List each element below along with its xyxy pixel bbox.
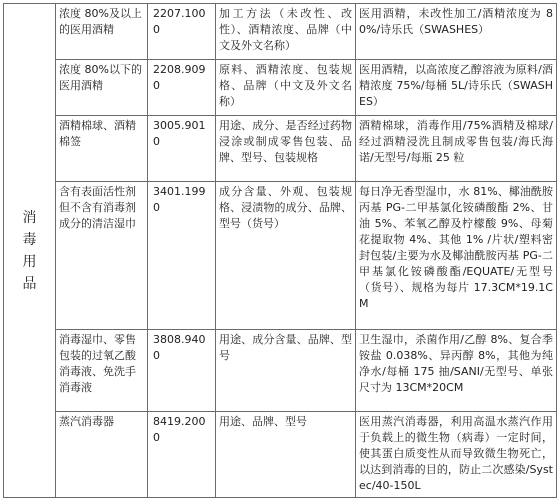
declaration-elements: 用途、品牌、型号: [216, 412, 356, 498]
declaration-example: 医用酒精，以高浓度乙醇溶液为原料/酒精浓度 75%/每桶 5L/诗乐氏（SWASHES）: [356, 60, 557, 116]
table-row: [4, 182, 557, 330]
declaration-elements: 加工方法（未改性、改性）、酒精浓度、品牌（中文及外文名称）: [216, 4, 356, 60]
table-row: [4, 60, 557, 116]
product-name: 浓度 80%及以上的医用酒精: [56, 4, 148, 60]
declaration-example: 医用酒精，未改性加工/酒精浓度为 80%/诗乐氏（SWASHES）: [356, 4, 557, 60]
hs-code: 3401.1990: [148, 182, 216, 330]
hs-code: 3808.9400: [148, 330, 216, 412]
declaration-example: 酒精棉球，消毒作用/75%酒精及棉球/经过酒精浸洗且制成零售包装/海氏海诺/无型号/每瓶 25 粒: [356, 116, 557, 182]
hs-code: 2207.1000: [148, 4, 216, 60]
category-cell: [4, 4, 56, 498]
table-row: [4, 412, 557, 498]
declaration-table: [3, 3, 557, 498]
product-name: 酒精棉球、酒精棉签: [56, 116, 148, 182]
declaration-example: 每日净无香型湿巾，水 81%、椰油酰胺丙基 PG-二甲基氯化铵磷酸酯 2%、甘油 5%、苯氧乙醇及柠檬酸 9%、母菊花提取物 4%、其他 1% /片状/塑料密封包装/主要为水及椰油酰胺丙基 PG-二甲基氯化铵磷酸酯/EQUATE/无型号（货号）、规格为每片 17.3CM*19.1CM: [356, 182, 557, 330]
declaration-elements: 用途、成分含量、品牌、型号: [216, 330, 356, 412]
category-label: 消毒用品: [22, 209, 37, 292]
declaration-elements: 用途、成分、是否经过药物浸涂或制成零售包装、品牌、型号、包装规格: [216, 116, 356, 182]
table-row: [4, 330, 557, 412]
product-name: 消毒湿巾、零售包装的过氧乙酸消毒液、免洗手消毒液: [56, 330, 148, 412]
table-row: [4, 116, 557, 182]
declaration-example: 卫生湿巾，杀菌作用/乙醇 8%、复合季铵盐 0.038%、异丙醇 8%，其他为纯净水/每桶 175 抽/SANI/无型号、单张尺寸为 13CM*20CM: [356, 330, 557, 412]
hs-code: 3005.9010: [148, 116, 216, 182]
product-name: 浓度 80%以下的医用酒精: [56, 60, 148, 116]
declaration-elements: 原料、酒精浓度、包装规格、品牌（中文及外文名称）: [216, 60, 356, 116]
declaration-elements: 成分含量、外观、包装规格、浸渍物的成分、品牌、型号（货号）: [216, 182, 356, 330]
product-name: 含有表面活性剂但不含有消毒剂成分的清洁湿巾: [56, 182, 148, 330]
table-row: [4, 4, 557, 60]
hs-code: 2208.9090: [148, 60, 216, 116]
declaration-example: 医用蒸汽消毒器，利用高温水蒸汽作用于负载上的微生物（病毒）一定时间，使其蛋白质变性从而导致微生物死亡，以达到消毒的目的，防止二次感染/Systec/40-150L: [356, 412, 557, 498]
product-name: 蒸汽消毒器: [56, 412, 148, 498]
hs-code: 8419.2000: [148, 412, 216, 498]
